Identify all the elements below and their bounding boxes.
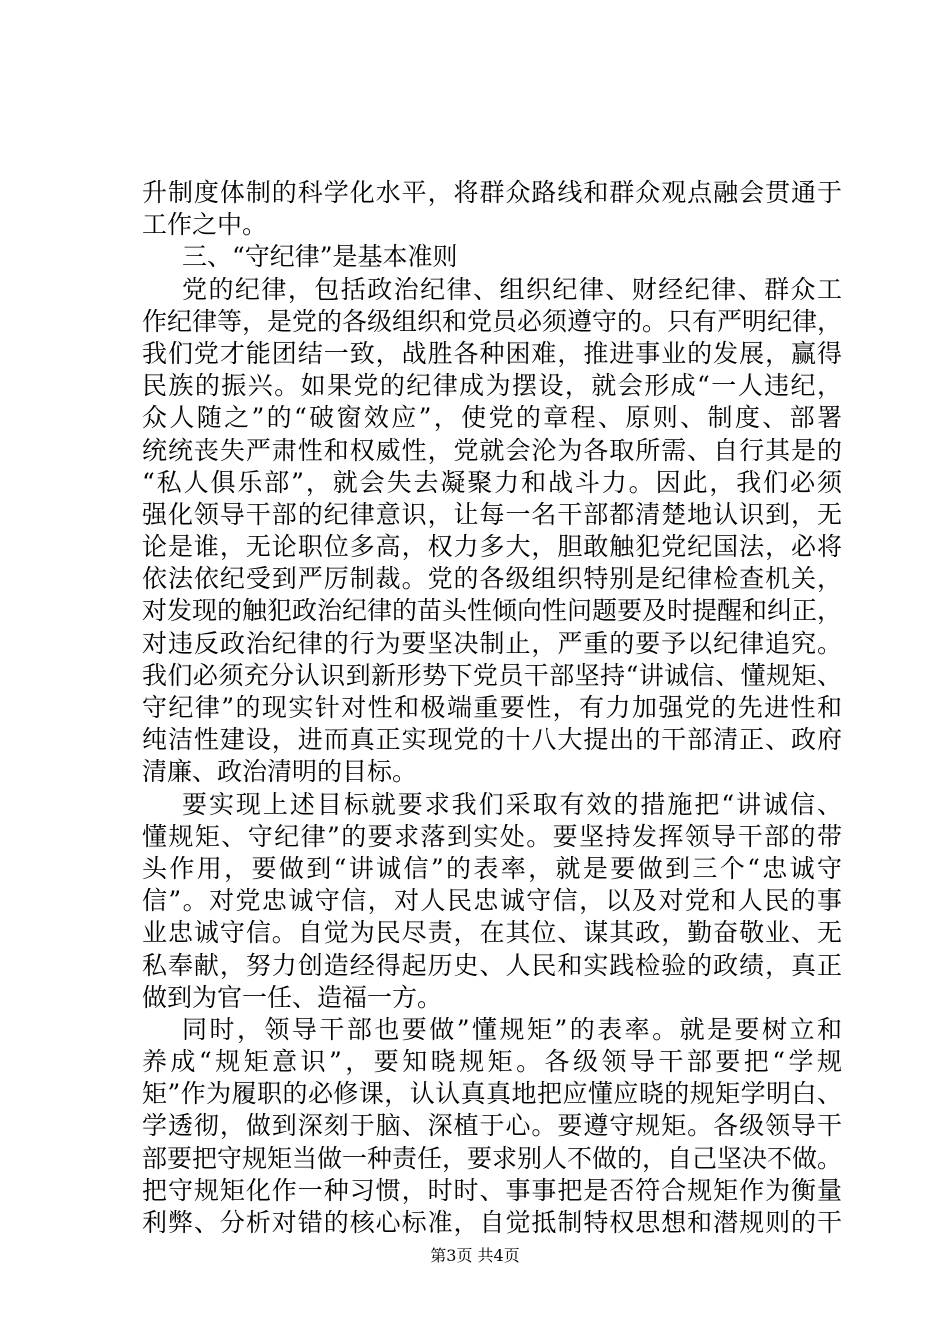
text-line: 论是谁，无论职位多高，权力多大，胆敢触犯党纪国法，必将 — [142, 532, 842, 562]
page-footer: 第3页 共4页 — [430, 1246, 520, 1265]
text-line: 党的纪律，包括政治纪律、组织纪律、财经纪律、群众工 — [182, 274, 842, 304]
text-line: 信”。对党忠诚守信，对人民忠诚守信，以及对党和人民的事 — [142, 886, 842, 916]
text-line: 对违反政治纪律的行为要坚决制止，严重的要予以纪律追究。 — [142, 628, 842, 658]
text-line: 懂规矩、守纪律”的要求落到实处。要坚持发挥领导干部的带 — [142, 821, 842, 851]
text-line: 我们党才能团结一致，战胜各种困难，推进事业的发展，赢得 — [142, 338, 842, 368]
text-line: 众人随之”的“破窗效应”，使党的章程、原则、制度、部署 — [142, 403, 842, 433]
text-line: 同时，领导干部也要做”懂规矩”的表率。就是要树立和 — [182, 1014, 842, 1044]
document-body — [142, 177, 842, 1239]
text-line: 头作用，要做到“讲诚信”的表率，就是要做到三个“忠诚守 — [142, 853, 842, 883]
text-line: 业忠诚守信。自觉为民尽责，在其位、谋其政，勤奋敬业、无 — [142, 918, 842, 948]
text-line: “私人俱乐部”，就会失去凝聚力和战斗力。因此，我们必须 — [142, 467, 842, 497]
text-line: 对发现的触犯政治纪律的苗头性倾向性问题要及时提醒和纠正， — [142, 596, 843, 626]
text-line: 纯洁性建设，进而真正实现党的十八大提出的干部清正、政府 — [142, 725, 842, 755]
text-line: 清廉、政治清明的目标。 — [142, 757, 418, 787]
text-line: 养成“规矩意识”，要知晓规矩。各级领导干部要把“学规 — [142, 1047, 842, 1077]
text-line: 要实现上述目标就要求我们采取有效的措施把“讲诚信、 — [182, 789, 842, 819]
text-line: 我们必须充分认识到新形势下党员干部坚持“讲诚信、懂规矩、 — [142, 660, 842, 690]
text-line: 三、“守纪律”是基本准则 — [182, 242, 458, 272]
text-line: 民族的振兴。如果党的纪律成为摆设，就会形成“一人违纪， — [142, 371, 842, 401]
text-line: 升制度体制的科学化水平，将群众路线和群众观点融会贯通于 — [142, 178, 842, 207]
text-line: 强化领导干部的纪律意识，让每一名干部都清楚地认识到，无 — [142, 499, 842, 529]
text-line: 利弊、分析对错的核心标准，自觉抵制特权思想和潜规则的干 — [142, 1208, 842, 1237]
text-line: 把守规矩化作一种习惯，时时、事事把是否符合规矩作为衡量 — [142, 1175, 842, 1205]
text-line: 依法依纪受到严厉制裁。党的各级组织特别是纪律检查机关， — [142, 564, 842, 594]
text-line: 做到为官一任、造福一方。 — [142, 982, 443, 1012]
text-line: 私奉献，努力创造经得起历史、人民和实践检验的政绩，真正 — [142, 950, 842, 980]
text-line: 部要把守规矩当做一种责任，要求别人不做的，自己坚决不做。 — [142, 1143, 843, 1173]
text-line: 统统丧失严肃性和权威性，党就会沦为各取所需、自行其是的 — [142, 435, 842, 465]
text-line: 学透彻，做到深刻于脑、深植于心。要遵守规矩。各级领导干 — [142, 1111, 842, 1141]
text-line: 矩”作为履职的必修课，认认真真地把应懂应晓的规矩学明白、 — [142, 1079, 842, 1109]
text-line: 工作之中。 — [142, 210, 268, 240]
text-line: 守纪律”的现实针对性和极端重要性，有力加强党的先进性和 — [142, 693, 842, 722]
text-line: 作纪律等，是党的各级组织和党员必须遵守的。只有严明纪律， — [142, 306, 843, 336]
